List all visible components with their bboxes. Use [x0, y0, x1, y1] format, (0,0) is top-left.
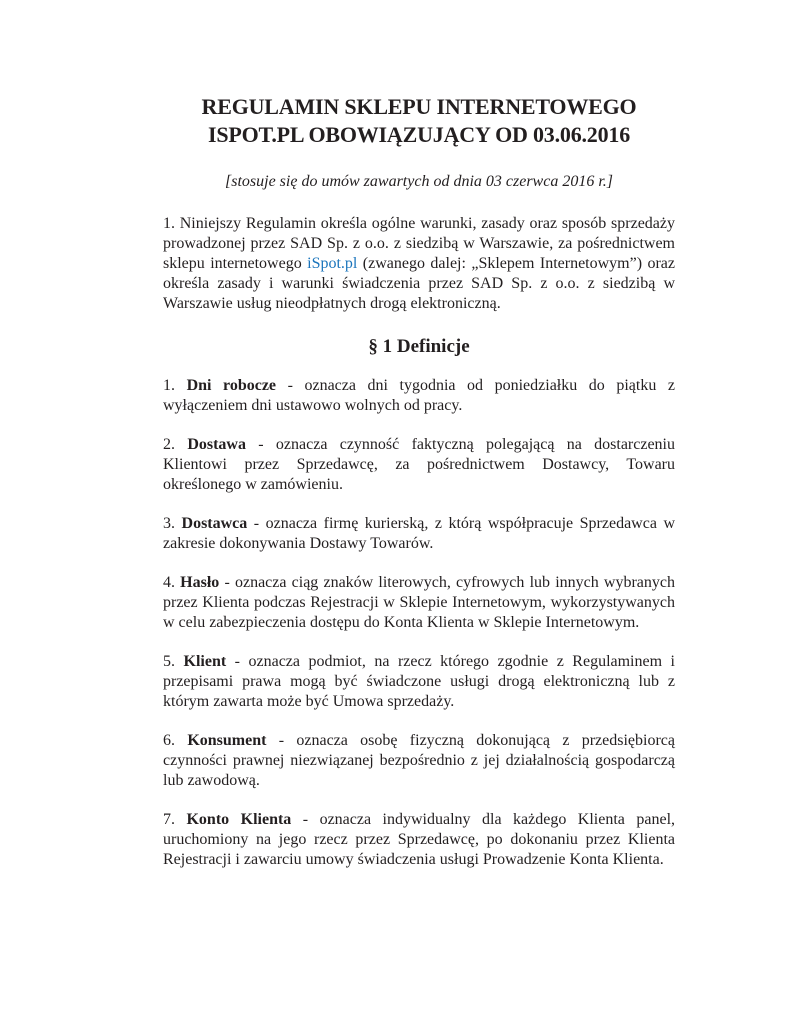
definition-text: - oznacza ciąg znaków literowych, cyfrowych lub innych wybranych przez Klienta podczas Rejestracji w Sklepie Internetowym, wykorzystywanych w celu zabezpieczenia dostępu do Konta Klienta w Sklepie Internetowym. [163, 574, 675, 631]
intro-text-after-link: (zwanego dalej: „Sklepem Internetowym”) oraz określa zasady i warunki świadczenia przez SAD Sp. z o.o. z siedzibą w Warszawie usług nieodpłatnych drogą elektroniczną. [163, 255, 676, 312]
section-heading-definitions: § 1 Definicje [368, 336, 470, 357]
definition-number: 6. [163, 732, 188, 749]
definition-number: 2. [163, 436, 188, 453]
definition-number: 7. [163, 811, 187, 828]
document-title [163, 93, 675, 149]
definition-item-dostawca [163, 514, 675, 554]
ispot-link[interactable]: iSpot.pl [307, 255, 358, 272]
definition-term: Klient [183, 653, 227, 670]
definition-text: - oznacza dni tygodnia od poniedziałku do piątku z wyłączeniem dni ustawowo wolnych od pracy. [163, 377, 675, 414]
definition-item-klient [163, 652, 675, 712]
definition-term: Konto Klienta [186, 811, 292, 828]
definition-text: - oznacza indywidualny dla każdego Klienta panel, uruchomiony na jego rzecz przez Sprzedawcę, po dokonaniu przez Klienta Rejestracji i zawarciu umowy świadczenia usługi Prowadzenie Konta Klienta. [163, 811, 676, 868]
definition-number: 3. [163, 515, 182, 532]
document-title-line-2: ISPOT.PL OBOWIĄZUJĄCY OD 03.06.2016 [207, 122, 631, 147]
intro-paragraph [163, 214, 675, 314]
definition-term: Konsument [187, 732, 267, 749]
document-title-line-1: REGULAMIN SKLEPU INTERNETOWEGO [201, 94, 637, 119]
intro-text-before-link: 1. Niniejszy Regulamin określa ogólne warunki, zasady oraz sposób sprzedaży prowadzonej przez SAD Sp. z o.o. z siedzibą w Warszawie, za pośrednictwem sklepu internetowego [163, 215, 675, 272]
definition-item-konto-klienta [163, 810, 675, 870]
definition-text: - oznacza podmiot, na rzecz którego zgodnie z Regulaminem i przepisami prawa mogą być świadczone usługi drogą elektroniczną lub z którym zawarta może być Umowa sprzedaży. [163, 653, 675, 710]
definitions-list [163, 376, 675, 870]
definition-item-haslo [163, 573, 675, 633]
definition-text: - oznacza czynność faktyczną polegającą na dostarczeniu Klientowi przez Sprzedawcę, za pośrednictwem Dostawcy, Towaru określonego w zamówieniu. [163, 436, 676, 493]
definition-term: Dostawca [181, 515, 248, 532]
definition-text: - oznacza osobę fizyczną dokonującą z przedsiębiorcą czynności prawnej niezwiązanej bezpośrednio z jej działalnością gospodarczą lub zawodową. [163, 732, 676, 789]
definition-item-dni-robocze [163, 376, 675, 416]
definition-number: 5. [163, 653, 184, 670]
definition-term: Hasło [180, 574, 220, 591]
definition-term: Dni robocze [186, 377, 277, 394]
definition-number: 4. [163, 574, 181, 591]
definition-item-dostawa [163, 435, 675, 495]
definition-number: 1. [163, 377, 187, 394]
definition-item-konsument [163, 731, 675, 791]
definition-term: Dostawa [187, 436, 246, 453]
document-content [163, 93, 675, 889]
document-subtitle: [stosuje się do umów zawartych od dnia 03 czerwca 2016 r.] [225, 173, 613, 190]
definition-text: - oznacza firmę kurierską, z którą współpracuje Sprzedawca w zakresie dokonywania Dostawy Towarów. [163, 515, 676, 552]
